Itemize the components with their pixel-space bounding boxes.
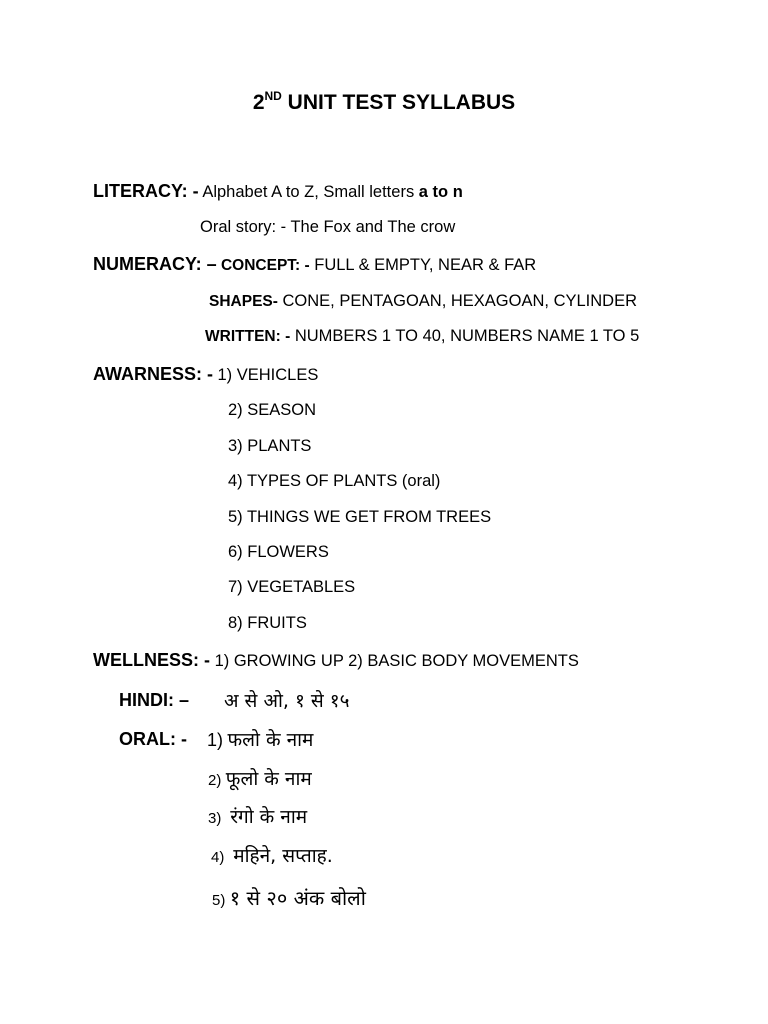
written-label: WRITTEN: - — [205, 328, 291, 345]
oral-heading: ORAL: - — [119, 729, 187, 749]
literacy-heading: LITERACY: - — [93, 181, 199, 201]
written-line — [205, 327, 639, 346]
awareness-line — [93, 364, 318, 385]
awareness-item: 2) SEASON — [228, 401, 317, 419]
oral-item-text: महिने, सप्ताह. — [233, 845, 333, 867]
page-title — [0, 89, 768, 115]
awareness-item: 7) VEGETABLES — [228, 578, 356, 596]
oral-item — [212, 884, 366, 911]
numeracy-heading: NUMERACY: – — [93, 254, 217, 274]
awareness-item: 4) TYPES OF PLANTS (oral) — [228, 472, 441, 490]
oral-item — [207, 726, 313, 752]
literacy-line — [93, 181, 463, 202]
awareness-item: 3) PLANTS — [228, 437, 312, 455]
wellness-line — [93, 650, 579, 671]
oral-item-number: 3) — [208, 810, 222, 827]
oral-item-text: १ से २० अंक बोलो — [229, 886, 366, 910]
concept-text: FULL & EMPTY, NEAR & FAR — [309, 256, 537, 274]
title-number: 2 — [252, 91, 265, 114]
shapes-label: SHAPES- — [209, 293, 278, 310]
oral-item-number: 5) — [212, 892, 226, 909]
numeracy-line — [93, 254, 536, 275]
oral-item-text: फूलो के नाम — [225, 768, 312, 790]
awareness-item: 5) THINGS WE GET FROM TREES — [228, 508, 492, 526]
literacy-bold-text: a to n — [418, 183, 463, 201]
awareness-heading: AWARNESS: - — [93, 364, 214, 384]
oral-item-text: रंगो के नाम — [230, 806, 308, 828]
awareness-item: 1) VEHICLES — [217, 366, 319, 384]
oral-item — [211, 842, 333, 868]
title-superscript: ND — [264, 89, 282, 103]
hindi-heading: HINDI: – — [119, 690, 190, 710]
awareness-item: 8) FRUITS — [228, 614, 307, 632]
shapes-text: CONE, PENTAGOAN, HEXAGOAN, CYLINDER — [277, 292, 637, 310]
oral-item-number: 2) — [208, 772, 222, 789]
wellness-heading: WELLNESS: - — [93, 650, 210, 670]
concept-label: CONCEPT: - — [216, 257, 310, 274]
wellness-text: 1) GROWING UP 2) BASIC BODY MOVEMENTS — [210, 652, 579, 670]
title-text: UNIT TEST SYLLABUS — [281, 91, 516, 114]
oral-item — [208, 765, 312, 791]
literacy-oral-story: Oral story: - The Fox and The crow — [200, 218, 456, 236]
oral-item — [208, 803, 307, 829]
awareness-item: 6) FLOWERS — [228, 543, 329, 561]
oral-item-number: 4) — [211, 849, 225, 866]
oral-item-text: फलो के नाम — [227, 729, 314, 751]
written-text: NUMBERS 1 TO 40, NUMBERS NAME 1 TO 5 — [290, 327, 640, 345]
literacy-text: Alphabet A to Z, Small letters — [198, 183, 419, 201]
hindi-text: अ से ओ, १ से १५ — [224, 690, 350, 712]
oral-item-number: 1) — [207, 730, 224, 750]
shapes-line — [209, 292, 637, 311]
